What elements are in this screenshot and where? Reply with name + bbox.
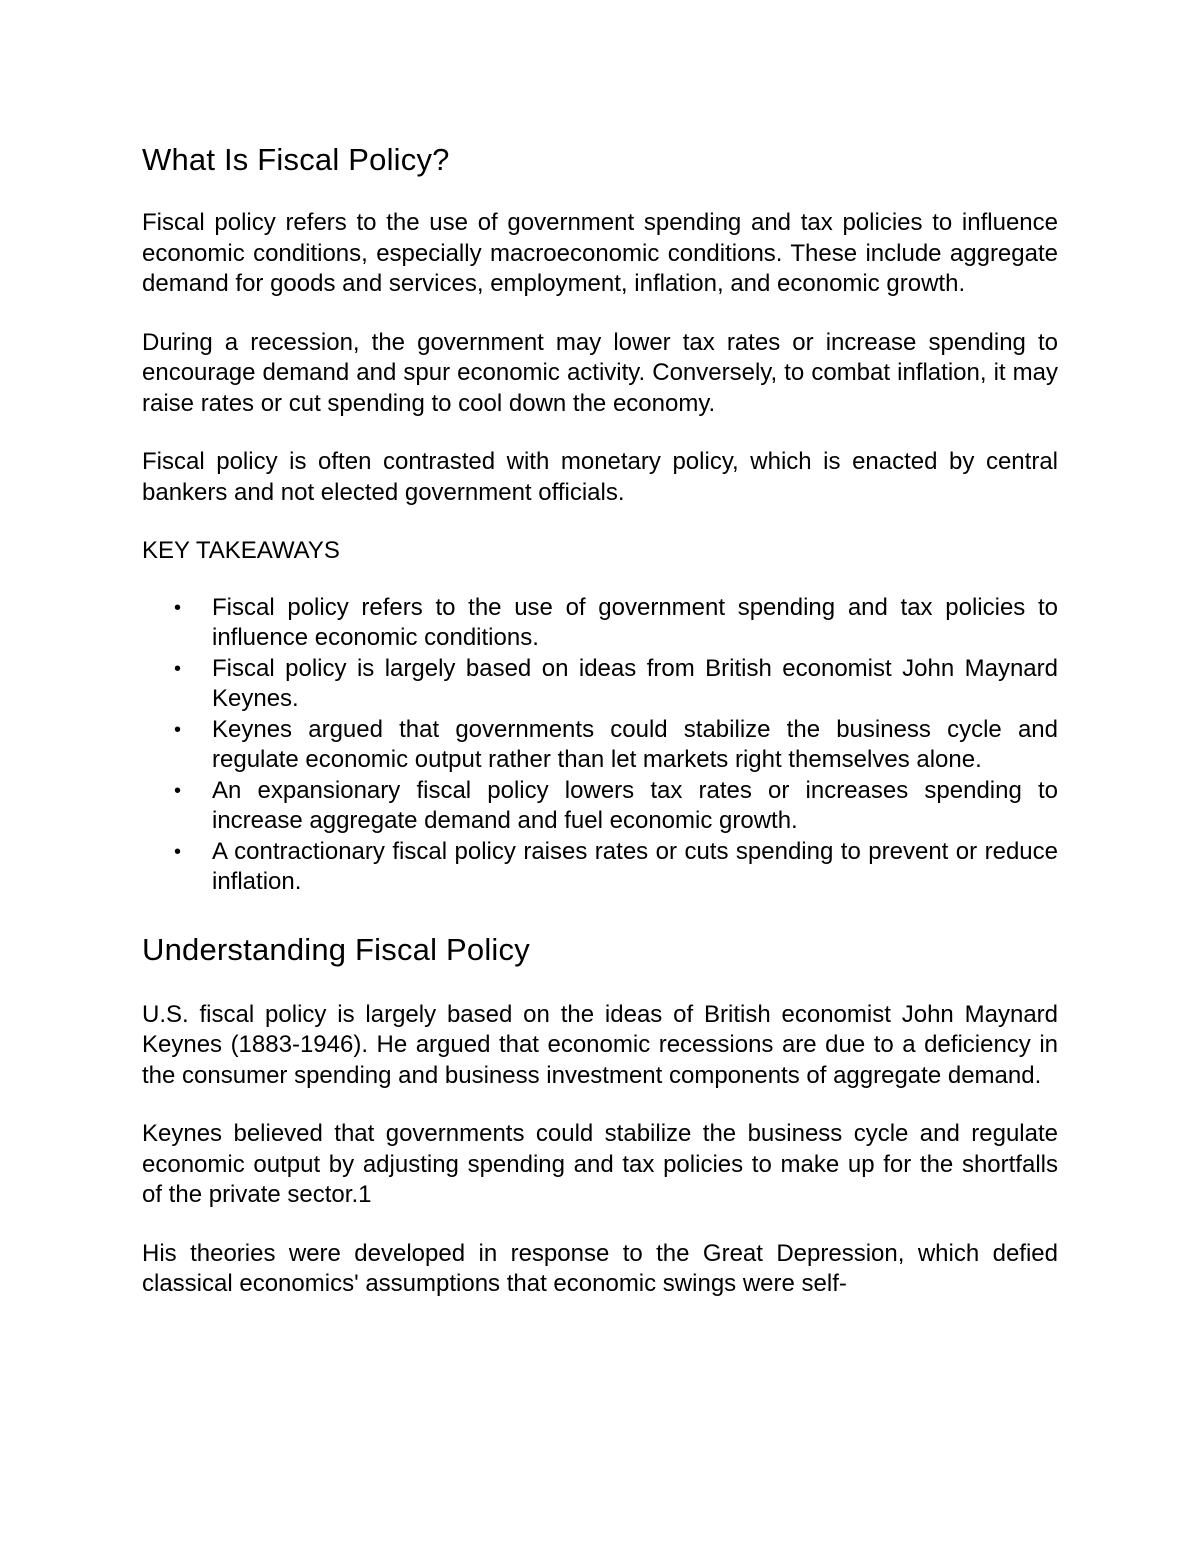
list-item-text: An expansionary fiscal policy lowers tax rates or increases spending to increase aggregate demand and fuel economic growth. xyxy=(212,776,1058,834)
bullet-icon: • xyxy=(174,596,182,619)
paragraph: His theories were developed in response to the Great Depression, which defied classical economics' assumptions that economic swings were self- xyxy=(142,1239,1058,1297)
list-item xyxy=(174,593,1058,654)
list-item xyxy=(174,837,1058,898)
bullet-icon: • xyxy=(174,657,182,680)
list-item-text: Fiscal policy refers to the use of government spending and tax policies to influence economic conditions. xyxy=(212,593,1058,651)
paragraph: Fiscal policy is often contrasted with monetary policy, which is enacted by central bankers and not elected government officials. xyxy=(142,448,1058,506)
bullet-icon: • xyxy=(174,840,182,863)
bullet-icon: • xyxy=(174,718,182,741)
list-item xyxy=(174,715,1058,776)
key-takeaways-list xyxy=(142,593,1058,898)
document-page xyxy=(142,138,1058,1328)
section-title-what-is-fiscal-policy: What Is Fiscal Policy? xyxy=(142,142,450,177)
list-item xyxy=(174,654,1058,715)
bullet-icon: • xyxy=(174,779,182,802)
paragraph: During a recession, the government may lower tax rates or increase spending to encourage demand and spur economic activity. Conversely, to combat inflation, it may raise rates or cut spending to cool down the economy. xyxy=(142,328,1058,417)
paragraph: Fiscal policy refers to the use of government spending and tax policies to influence economic conditions, especially macroeconomic conditions. These include aggregate demand for goods and services, employment, inflation, and economic growth. xyxy=(142,209,1058,297)
list-item xyxy=(174,776,1058,837)
list-item-text: A contractionary fiscal policy raises rates or cuts spending to prevent or reduce inflation. xyxy=(212,837,1058,895)
section-title-understanding-fiscal-policy: Understanding Fiscal Policy xyxy=(142,931,530,967)
list-item-text: Keynes argued that governments could stabilize the business cycle and regulate economic output rather than let markets right themselves alone. xyxy=(212,715,1058,773)
list-item-text: Fiscal policy is largely based on ideas from British economist John Maynard Keynes. xyxy=(212,654,1058,712)
key-takeaways-heading: KEY TAKEAWAYS xyxy=(142,537,340,564)
paragraph: Keynes believed that governments could stabilize the business cycle and regulate economic output by adjusting spending and tax policies to make up for the shortfalls of the private sector.1 xyxy=(142,1120,1058,1208)
paragraph: U.S. fiscal policy is largely based on the ideas of British economist John Maynard Keynes (1883-1946). He argued that economic recessions are due to a deficiency in the consumer spending and business investment components of aggregate demand. xyxy=(142,1000,1058,1089)
